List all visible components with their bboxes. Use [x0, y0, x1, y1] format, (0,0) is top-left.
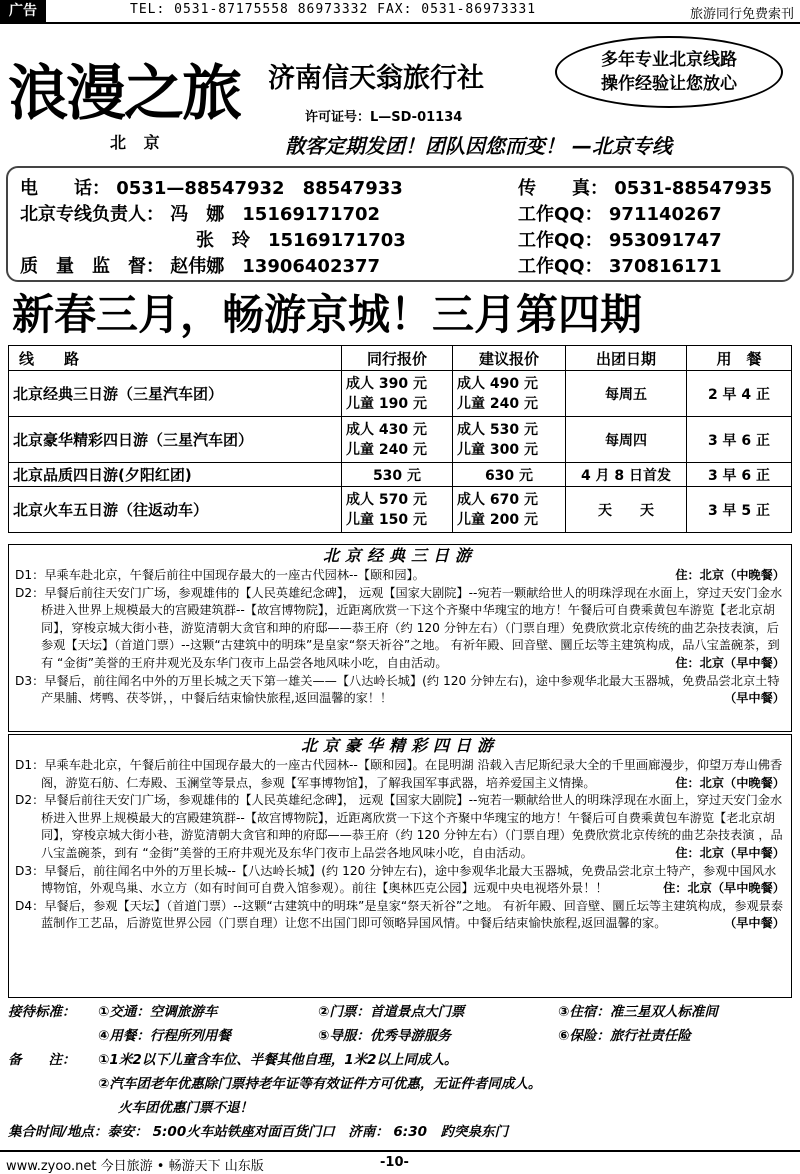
standards-row-1 [8, 1000, 792, 1024]
day-lodging: （早中餐） [724, 916, 785, 931]
promo-bubble [555, 36, 783, 108]
day-lodging: 住：北京（早中餐） [675, 655, 785, 670]
depart-date: 每周四 [566, 417, 687, 463]
sug-adult: 成人 670 元 [457, 491, 538, 508]
depart-date: 4 月 8 日首发 [566, 463, 687, 487]
phone-value: 0531—88547932 88547933 [116, 178, 403, 199]
footer-site: www.zyoo.net 今日旅游 • 畅游天下 山东版 [6, 1159, 264, 1174]
bubble-line2: 操作经验让您放心 [601, 74, 737, 94]
meals: 2 早 4 正 [687, 371, 792, 417]
bubble-line1: 多年专业北京线路 [601, 50, 737, 70]
qq2-row [518, 226, 722, 252]
remark-label: 备 注： [8, 1052, 76, 1068]
day-4 [9, 898, 791, 933]
fax-value: 0531-88547935 [614, 178, 773, 199]
manager2: 张 玲 15169171703 [196, 230, 406, 251]
itinerary-deluxe-4day [8, 734, 792, 998]
qc-value: 赵伟娜 13906402377 [170, 256, 381, 277]
qq1-row [518, 200, 722, 226]
peer-child: 儿童 150 元 [346, 511, 427, 528]
standard-lodging: ③住宿：准三星双人标准间 [558, 1004, 718, 1020]
sug-adult: 成人 490 元 [457, 375, 538, 392]
standard-meals: ④用餐：行程所列用餐 [98, 1028, 231, 1044]
day-text: D1：早乘车赴北京，午餐后前往中国现存最大的一座古代园林--【颐和园】。在昆明湖 沿载入吉尼斯纪录大全的千里画廊漫步，仰望万寿山佛香阁，游览石舫、仁寿殿、玉澜堂等景点，参观【军事博物馆】，了解我国军事武器，培养爱国主义情操。 [15, 758, 783, 790]
phone-label: 电 话： [20, 178, 110, 199]
depart-date: 每周五 [566, 371, 687, 417]
fax-label: 传 真： [518, 178, 608, 199]
route-name: 北京品质四日游(夕阳红团) [9, 463, 342, 487]
day-lodging: （早中餐） [724, 691, 785, 706]
peer-price: 530 元 [342, 463, 453, 487]
qq2: 953091747 [608, 230, 722, 251]
day-text: D1：早乘车赴北京，午餐后前往中国现存最大的一座古代园林--【颐和园】。 [15, 568, 425, 582]
route-name: 北京经典三日游（三星汽车团） [9, 371, 342, 417]
contact-box [6, 166, 794, 282]
fax-row [518, 174, 772, 200]
day-lodging: 住：北京（中晚餐） [675, 568, 785, 582]
col-peer-price: 同行报价 [342, 346, 453, 371]
slogan: 散客定期发团！团队因您而变！ —北京专线 [285, 134, 672, 158]
page-number: -10- [380, 1155, 409, 1170]
top-strip [0, 0, 800, 24]
day-text: D4：早餐后，参观【天坛】（首道门票）--这颗“古建筑中的明珠”是皇家“祭天祈谷”之地。 有祈年殿、回音壁、圜丘坛等主建筑构成，参观景泰蓝制作工艺品，后游览世界公园（门票自理）让您不出国门即可领略异国风情。中餐后结束愉快旅程,返回温馨的家。 [15, 898, 784, 931]
company-name: 济南信天翁旅行社 [268, 63, 484, 94]
itinerary-classic-3day [8, 544, 792, 732]
meals: 3 早 6 正 [687, 463, 792, 487]
peer-price [342, 417, 453, 463]
ad-tag: 广告 [0, 0, 46, 22]
remark-2: ②汽车团老年优惠除门票持老年证等有效证件方可优惠，无证件者同成人。 [98, 1076, 542, 1092]
top-contact: TEL: 0531-87175558 86973332 FAX: 0531-86973331 [130, 2, 537, 17]
logo-text: 浪漫之旅 [8, 59, 240, 129]
itinerary-title: 北京经典三日游 [322, 546, 477, 565]
standards-label: 接待标准： [8, 1004, 76, 1020]
route-table [8, 345, 792, 533]
day-1 [9, 757, 791, 792]
day-text: D2：早餐后前往天安门广场，参观雄伟的【人民英雄纪念碑】， 远观【国家大剧院】--宛若一颗献给世人的明珠浮现在水面上，穿过天安门金水桥进入世界上规模最大的宫殿建筑群--【故宫博物院】，近距离欣赏一下这个齐聚中华瑰宝的地方！午餐后可自费乘黄包车游览【老北京胡同】，穿梭京城大街小巷，游览清朝大贪官和珅的府邸——恭王府（约 120 分钟左右）（门票自理）免费欣赏北京传统的曲艺杂技表演，后参观【天坛】（首道门票）--这颗“古建筑中的明珠”是皇家“祭天祈谷”之地。 有祈年殿、回音壁、圜丘坛等主建筑构成，品八宝盖碗茶，到有 “金街”美誉的王府井观光及东华门夜市上品尝各地风味小吃，自由活动。 [15, 585, 783, 670]
route-name: 北京火车五日游（往返动车） [9, 487, 342, 533]
qq1: 971140267 [608, 204, 722, 225]
col-route: 线 路 [9, 346, 342, 371]
qq-label: 工作QQ： [518, 204, 603, 225]
day-lodging: 住：北京（早中餐） [675, 845, 785, 860]
day-text: D3：早餐后，前往闻名中外的万里长城之天下第一雄关——【八达岭长城】(约 120 分钟左右)，途中参观华北最大玉器城，免费品尝北京土特产果脯、烤鸭、茯苓饼，，中餐后结束愉快旅程,返回温馨的家！！ [15, 673, 780, 706]
remark-row-3 [8, 1096, 792, 1120]
phone-row [20, 174, 403, 200]
day-2 [9, 585, 791, 673]
meals: 3 早 6 正 [687, 417, 792, 463]
peer-adult: 成人 570 元 [346, 491, 427, 508]
table-row [9, 463, 792, 487]
sug-child: 儿童 300 元 [457, 441, 538, 458]
day-lodging: 住：北京（中晚餐） [675, 775, 785, 790]
itinerary-title: 北京豪华精彩四日游 [300, 736, 499, 755]
manager2-row [196, 226, 406, 252]
peer-price [342, 487, 453, 533]
suggested-price: 630 元 [453, 463, 566, 487]
table-row [9, 487, 792, 533]
table-header-row [9, 346, 792, 371]
qq-label: 工作QQ： [518, 230, 603, 251]
day-text: D3：早餐后，前往闻名中外的万里长城--【八达岭长城】(约 120 分钟左右)，途中参观华北最大玉器城，免费品尝北京土特产，参观中国风水博物馆，外观鸟巢、水立方（如有时间可自费入馆参观）。前往【奥林匹克公园】远观中央电视塔外景！！ [15, 863, 777, 896]
suggested-price [453, 417, 566, 463]
route-name: 北京豪华精彩四日游（三星汽车团） [9, 417, 342, 463]
remark-3: 火车团优惠门票不退！ [118, 1100, 253, 1116]
peer-child: 儿童 240 元 [346, 441, 427, 458]
remark-1: ①1米2以下儿童含车位、半餐其他自理，1米2以上同成人。 [98, 1052, 458, 1068]
manager1: 冯 娜 15169171702 [170, 204, 381, 225]
suggested-price [453, 487, 566, 533]
day-text: D2：早餐后前往天安门广场，参观雄伟的【人民英雄纪念碑】， 远观【国家大剧院】--宛若一颗献给世人的明珠浮现在水面上，穿过天安门金水桥进入世界上规模最大的宫殿建筑群--【故宫博物院】，近距离欣赏一下这个齐聚中华瑰宝的地方！午餐后可自费乘黄包车游览【老北京胡同】，穿梭京城大街小巷，游览清朝大贪官和珅的府邸——恭王府（约 120 分钟左右）（门票自理）免费欣赏北京传统的曲艺杂技表演 ，品八宝盖碗茶，到有 “金街”美誉的王府井观光及东华门夜市上品尝各地风味小吃，自由活动。 [15, 793, 783, 860]
peer-adult: 成人 430 元 [346, 421, 427, 438]
sug-child: 儿童 200 元 [457, 511, 538, 528]
notes-section [8, 1000, 792, 1144]
peer-price [342, 371, 453, 417]
standard-transport: ①交通：空调旅游车 [98, 1004, 218, 1020]
remark-row-2 [8, 1072, 792, 1096]
promo-banner: 新春三月，畅游京城！三月第四期 [12, 290, 643, 339]
meeting-point: 集合时间/地点：泰安： 5:00火车站铁座对面百货门口 济南： 6:30 趵突泉东门 [8, 1124, 508, 1140]
sug-child: 儿童 240 元 [457, 395, 538, 412]
col-meals: 用 餐 [687, 346, 792, 371]
qc-label: 质 量 监 督： [20, 256, 164, 277]
qc-row [20, 252, 380, 278]
day-3 [9, 863, 791, 898]
qq3-row [518, 252, 722, 278]
standard-guide: ⑤导服：优秀导游服务 [318, 1028, 451, 1044]
standard-tickets: ②门票：首道景点大门票 [318, 1004, 465, 1020]
table-row [9, 371, 792, 417]
day-2 [9, 792, 791, 862]
day-lodging: 住：北京（早中晚餐） [663, 881, 785, 896]
remark-row-1 [8, 1048, 792, 1072]
sug-adult: 成人 530 元 [457, 421, 538, 438]
standards-row-2 [8, 1024, 792, 1048]
meals: 3 早 5 正 [687, 487, 792, 533]
col-suggested-price: 建议报价 [453, 346, 566, 371]
col-date: 出团日期 [566, 346, 687, 371]
manager-row [20, 200, 380, 226]
manager-label: 北京专线负责人： [20, 204, 164, 225]
qq3: 370816171 [608, 256, 722, 277]
suggested-price [453, 371, 566, 417]
footer [0, 1150, 800, 1173]
license-number: 许可证号：L—SD-01134 [305, 110, 463, 125]
peer-adult: 成人 390 元 [346, 375, 427, 392]
depart-date: 天 天 [566, 487, 687, 533]
table-row [9, 417, 792, 463]
standard-insurance: ⑥保险：旅行社责任险 [558, 1028, 691, 1044]
qq-label: 工作QQ： [518, 256, 603, 277]
day-3 [9, 673, 791, 708]
day-1 [9, 567, 791, 585]
peer-child: 儿童 190 元 [346, 395, 427, 412]
top-right-note: 旅游同行免费索刊 [689, 7, 794, 22]
logo-subtitle: 北 京 [110, 133, 166, 152]
